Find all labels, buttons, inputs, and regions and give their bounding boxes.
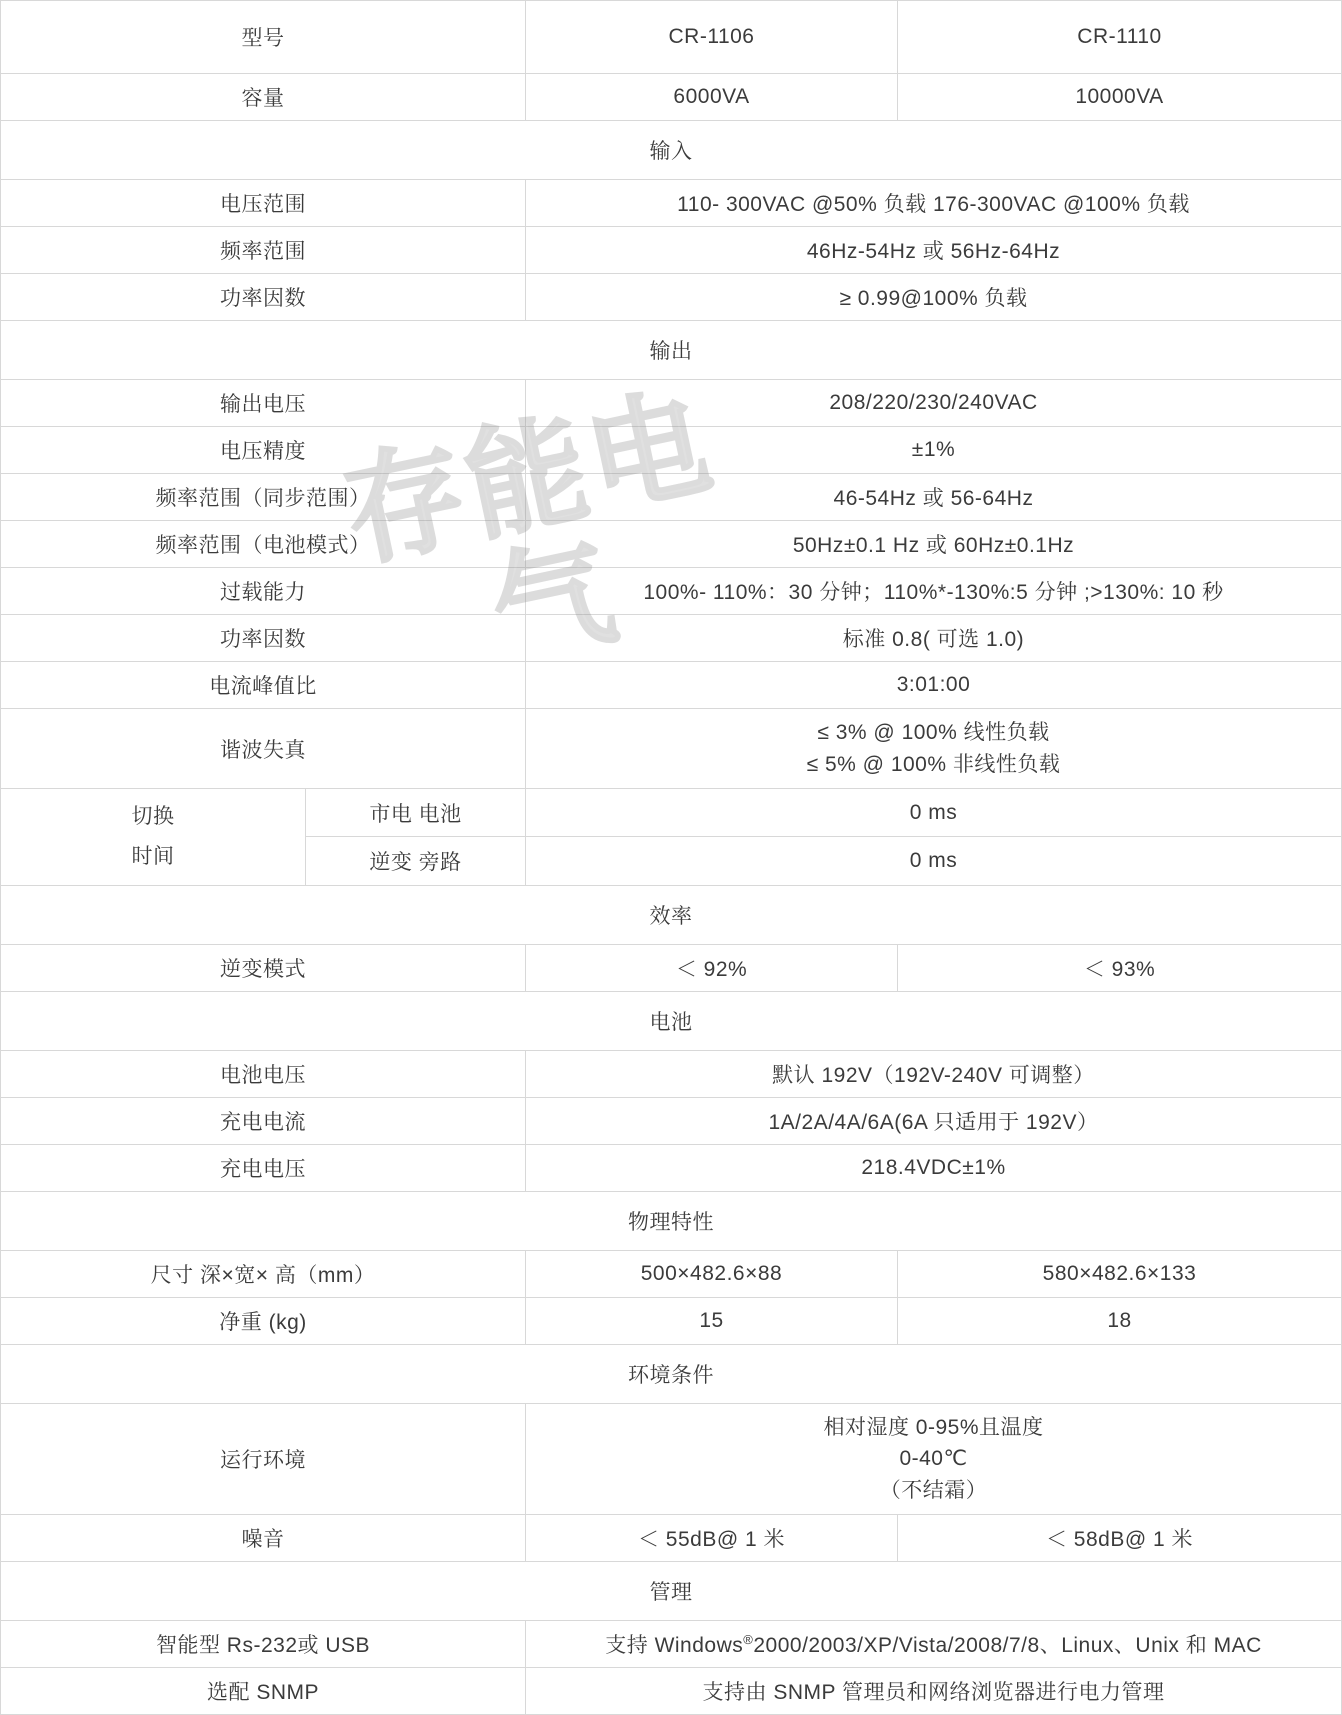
dimensions-value-cr1110: 580×482.6×133 (898, 1250, 1342, 1297)
section-header-efficiency (1, 885, 1342, 944)
table-row (1, 615, 1342, 662)
table-row (1, 1403, 1342, 1515)
row-label-net-weight: 净重 (kg) (1, 1297, 526, 1344)
input-freq-range-value: 46Hz-54Hz 或 56Hz-64Hz (526, 227, 1342, 274)
output-power-factor-value: 标准 0.8( 可选 1.0) (526, 615, 1342, 662)
row-label-freq-battery: 频率范围（电池模式） (1, 521, 526, 568)
section-header-battery (1, 991, 1342, 1050)
net-weight-value-cr1106: 15 (526, 1297, 898, 1344)
harmonic-value-line2: ≤ 5% @ 100% 非线性负载 (806, 752, 1061, 776)
table-row (1, 709, 1342, 789)
header-column-cr1110: CR-1110 (898, 1, 1342, 74)
overload-value: 100%- 110%：30 分钟；110%*-130%:5 分钟 ;>130%: 10 秒 (526, 568, 1342, 615)
row-label-harmonic: 谐波失真 (1, 709, 526, 789)
table-row (1, 1097, 1342, 1144)
table-row (1, 521, 1342, 568)
harmonic-value-line1: ≤ 3% @ 100% 线性负载 (817, 721, 1050, 744)
operating-env-line1: 相对湿度 0-95%且温度 (823, 1415, 1044, 1439)
input-voltage-range-value: 110- 300VAC @50% 负载 176-300VAC @100% 负载 (526, 180, 1342, 227)
table-row (1, 180, 1342, 227)
switch-time-sub-inverter-bypass: 逆变 旁路 (306, 837, 526, 885)
charge-voltage-value: 218.4VDC±1% (526, 1144, 1342, 1191)
smart-port-value (526, 1621, 1342, 1668)
section-label-input: 输入 (1, 121, 1342, 180)
row-label-charge-current: 充电电流 (1, 1097, 526, 1144)
output-voltage-value: 208/220/230/240VAC (526, 380, 1342, 427)
table-row (1, 227, 1342, 274)
section-label-output: 输出 (1, 321, 1342, 380)
row-label-charge-voltage: 充电电压 (1, 1144, 526, 1191)
operating-env-line2: 0-40℃ (899, 1447, 968, 1471)
operating-env-line3: （不结霜） (879, 1478, 988, 1502)
section-label-efficiency: 效率 (1, 885, 1342, 944)
row-label-overload: 过载能力 (1, 568, 526, 615)
table-row (1, 1144, 1342, 1191)
noise-value-cr1110: ＜ 58dB@ 1 米 (898, 1515, 1342, 1562)
row-label-input-power-factor: 功率因数 (1, 274, 526, 321)
header-column-cr1106: CR-1106 (526, 1, 898, 74)
switch-time-sub-utility-battery: 市电 电池 (306, 789, 526, 837)
operating-env-value (526, 1403, 1342, 1515)
table-row (1, 1515, 1342, 1562)
dimensions-value-cr1106: 500×482.6×88 (526, 1250, 898, 1297)
section-label-battery: 电池 (1, 991, 1342, 1050)
row-label-smart-port: 智能型 Rs-232或 USB (1, 1621, 526, 1668)
header-model-label: 型号 (1, 1, 526, 74)
row-label-dimensions: 尺寸 深×宽× 高（mm） (1, 1250, 526, 1297)
table-row (1, 1297, 1342, 1344)
table-row (1, 1250, 1342, 1297)
row-label-freq-sync: 频率范围（同步范围） (1, 474, 526, 521)
row-label-battery-voltage: 电池电压 (1, 1050, 526, 1097)
harmonic-value (526, 709, 1342, 789)
row-label-switch-time (1, 789, 306, 886)
row-label-output-power-factor: 功率因数 (1, 615, 526, 662)
section-header-output (1, 321, 1342, 380)
section-header-physical (1, 1191, 1342, 1250)
switch-time-label-line1: 切换 (131, 805, 175, 828)
row-label-input-freq-range: 频率范围 (1, 227, 526, 274)
table-row (1, 474, 1342, 521)
row-label-voltage-accuracy: 电压精度 (1, 427, 526, 474)
input-power-factor-value: ≥ 0.99@100% 负载 (526, 274, 1342, 321)
section-header-management (1, 1562, 1342, 1621)
table-header-row (1, 1, 1342, 74)
table-row (1, 427, 1342, 474)
section-header-input (1, 121, 1342, 180)
switch-time-value-2: 0 ms (526, 837, 1342, 885)
crest-factor-value: 3:01:00 (526, 662, 1342, 709)
charge-current-value: 1A/2A/4A/6A(6A 只适用于 192V） (526, 1097, 1342, 1144)
row-label-noise: 噪音 (1, 1515, 526, 1562)
freq-battery-value: 50Hz±0.1 Hz 或 60Hz±0.1Hz (526, 521, 1342, 568)
section-label-physical: 物理特性 (1, 1191, 1342, 1250)
table-row (1, 789, 1342, 837)
row-label-inverter-mode: 逆变模式 (1, 944, 526, 991)
row-label-operating-env: 运行环境 (1, 1403, 526, 1515)
smart-port-value-prefix: 支持 Windows (605, 1634, 744, 1658)
capacity-value-cr1106: 6000VA (526, 74, 898, 121)
watermark: 存能电气 (332, 371, 726, 683)
section-label-environment: 环境条件 (1, 1344, 1342, 1403)
table-row (1, 1050, 1342, 1097)
battery-voltage-value: 默认 192V（192V-240V 可调整） (526, 1050, 1342, 1097)
table-row (1, 274, 1342, 321)
table-row (1, 74, 1342, 121)
table-row (1, 1668, 1342, 1715)
table-row (1, 662, 1342, 709)
row-label-capacity: 容量 (1, 74, 526, 121)
table-row (1, 568, 1342, 615)
net-weight-value-cr1110: 18 (898, 1297, 1342, 1344)
table-row (1, 944, 1342, 991)
freq-sync-value: 46-54Hz 或 56-64Hz (526, 474, 1342, 521)
row-label-output-voltage: 输出电压 (1, 380, 526, 427)
smart-port-value-suffix: 2000/2003/XP/Vista/2008/7/8、Linux、Unix 和 MAC (753, 1634, 1262, 1658)
inverter-mode-value-cr1106: ＜ 92% (526, 944, 898, 991)
row-label-input-voltage-range: 电压范围 (1, 180, 526, 227)
table-row (1, 1621, 1342, 1668)
section-label-management: 管理 (1, 1562, 1342, 1621)
row-label-crest-factor: 电流峰值比 (1, 662, 526, 709)
section-header-environment (1, 1344, 1342, 1403)
snmp-value: 支持由 SNMP 管理员和网络浏览器进行电力管理 (526, 1668, 1342, 1715)
inverter-mode-value-cr1110: ＜ 93% (898, 944, 1342, 991)
voltage-accuracy-value: ±1% (526, 427, 1342, 474)
switch-time-label-line2: 时间 (131, 844, 175, 868)
noise-value-cr1106: ＜ 55dB@ 1 米 (526, 1515, 898, 1562)
table-row (1, 380, 1342, 427)
switch-time-value-1: 0 ms (526, 789, 1342, 837)
capacity-value-cr1110: 10000VA (898, 74, 1342, 121)
row-label-snmp: 选配 SNMP (1, 1668, 526, 1715)
registered-mark: ® (743, 1632, 754, 1648)
